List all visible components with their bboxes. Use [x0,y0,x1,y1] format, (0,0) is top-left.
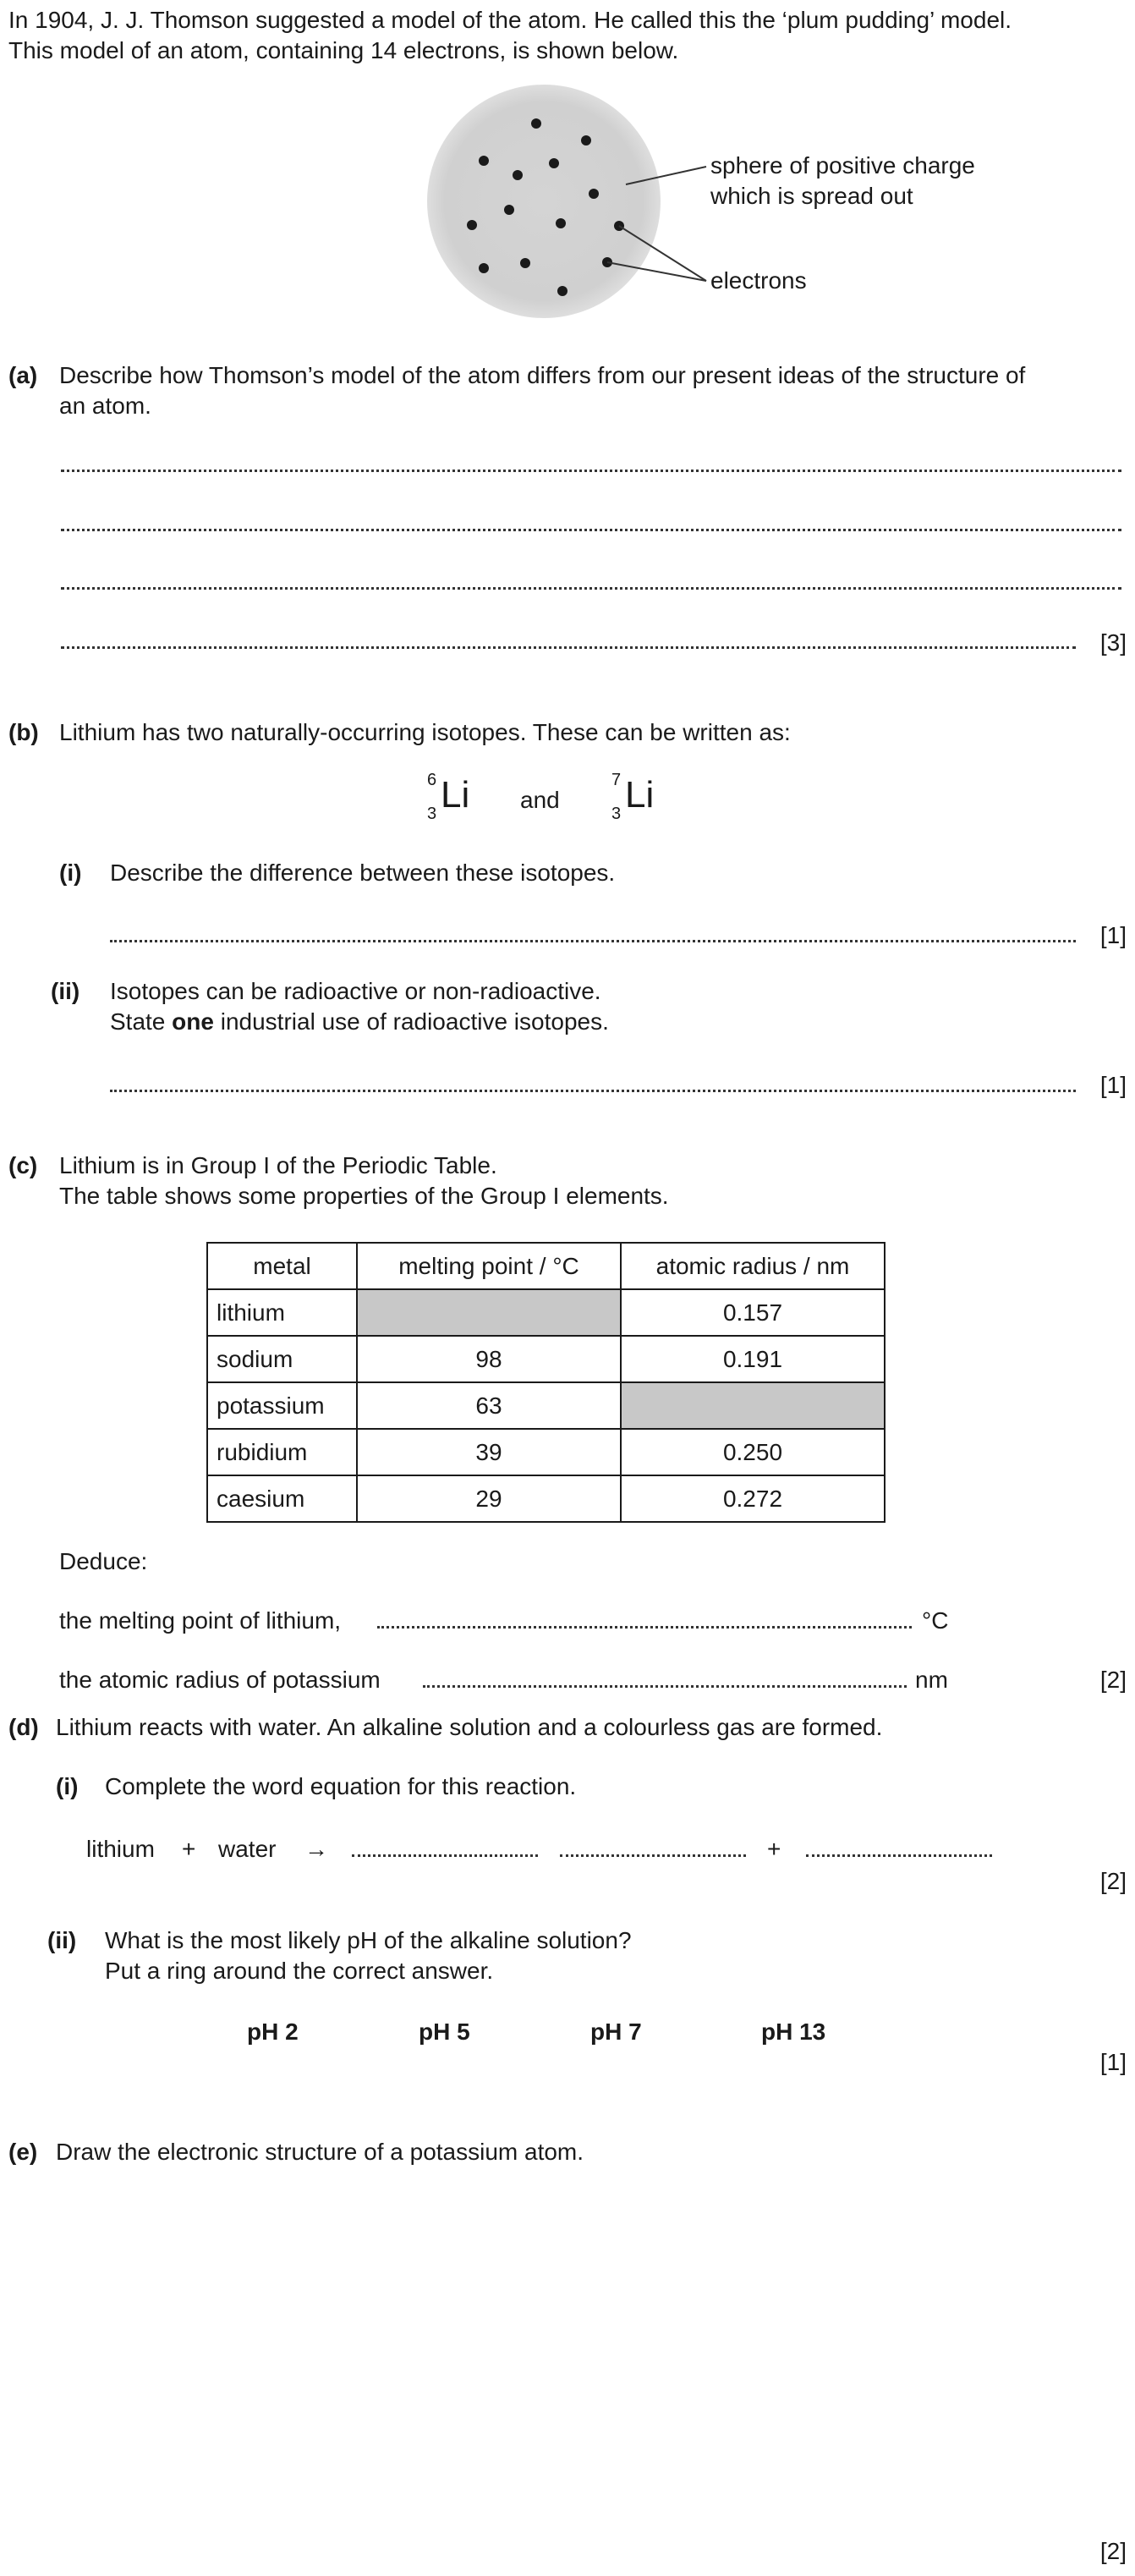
header-atomic-radius: atomic radius / nm [621,1243,885,1289]
equation-water: water [218,1836,277,1862]
electron [589,189,599,199]
question-e-text: Draw the electronic structure of a potassium atom. [56,2139,584,2165]
question-d-ii-text-2: Put a ring around the correct answer. [105,1958,494,1984]
question-a-label: (a) [8,362,38,388]
marks-e: [2] [1099,2538,1127,2564]
answer-line-product-1-cont[interactable] [560,1854,746,1857]
marks-b-ii: [1] [1099,1072,1127,1098]
cell-metal: caesium [207,1475,357,1522]
electron [557,286,568,296]
electron [479,263,489,273]
cell-metal: lithium [207,1289,357,1336]
header-melting-point: melting point / °C [357,1243,621,1289]
cell-atomic-radius: 0.157 [621,1289,885,1336]
electron [531,118,541,129]
cell-metal: rubidium [207,1429,357,1475]
question-a-text-2: an atom. [59,393,151,419]
option-ph-7[interactable]: pH 7 [590,2019,642,2045]
question-d-i-text: Complete the word equation for this reaction. [105,1773,577,1799]
table-row [207,1475,885,1522]
equation-arrow: → [304,1836,328,1862]
electron [520,258,530,268]
label-electrons: electrons [710,267,807,294]
question-d-text: Lithium reacts with water. An alkaline solution and a colourless gas are formed. [56,1714,883,1740]
marks-c: [2] [1099,1667,1127,1693]
cell-atomic-radius: 0.272 [621,1475,885,1522]
text-emphasis: one [172,1008,214,1035]
isotope-1-atomic-number: 3 [427,805,437,823]
marks-a: [3] [1099,629,1127,656]
cell-melting-point-blank [357,1289,621,1336]
question-b-label: (b) [8,719,39,745]
isotope-li-7 [611,771,671,827]
drawing-area[interactable] [56,2183,1071,2521]
table-header-row [207,1243,885,1289]
cell-metal: potassium [207,1382,357,1429]
question-b-i-label: (i) [59,860,82,886]
cell-atomic-radius: 0.191 [621,1336,885,1382]
electron [556,218,566,228]
header-metal: metal [207,1243,357,1289]
marks-b-i: [1] [1099,922,1127,948]
cell-melting-point: 98 [357,1336,621,1382]
deduce-melting-point-text: the melting point of lithium, [59,1607,342,1634]
isotope-2-mass-number: 7 [611,771,622,789]
equation-lithium: lithium [86,1836,155,1862]
question-a-text-1: Describe how Thomson’s model of the atom differs from our present ideas of the structure of [59,362,1026,388]
question-d-label: (d) [8,1714,39,1740]
isotope-1-mass-number: 6 [427,771,437,789]
answer-line-a-2[interactable] [61,529,1121,531]
table-row [207,1336,885,1382]
isotope-li-6 [427,771,486,827]
cell-melting-point: 39 [357,1429,621,1475]
table-row [207,1289,885,1336]
cell-atomic-radius: 0.250 [621,1429,885,1475]
isotope-1-symbol: Li [441,774,470,816]
question-d-ii-label: (ii) [47,1927,77,1953]
text-segment: State [110,1008,173,1035]
intro-line-2: This model of an atom, containing 14 electrons, is shown below. [8,37,679,63]
cell-metal: sodium [207,1336,357,1382]
table-row [207,1382,885,1429]
unit-celsius: °C [922,1607,949,1634]
positive-sphere [427,85,661,318]
unit-nm: nm [915,1667,948,1693]
answer-line-a-1[interactable] [61,470,1121,472]
question-b-ii-text-1: Isotopes can be radioactive or non-radioactive. [110,978,601,1004]
deduce-label: Deduce: [59,1548,148,1574]
electron [479,156,489,166]
isotope-2-symbol: Li [625,774,655,816]
text-segment: industrial use of radioactive isotopes. [213,1008,609,1035]
question-c-text-1: Lithium is in Group I of the Periodic Table. [59,1152,497,1178]
electron [467,220,477,230]
electron [504,205,514,215]
table-row [207,1429,885,1475]
answer-line-product-1[interactable] [352,1854,538,1857]
question-b-i-text: Describe the difference between these isotopes. [110,860,616,886]
electron [513,170,523,180]
answer-line-a-3[interactable] [61,587,1121,590]
equation-plus-1: + [182,1836,196,1862]
electron [581,135,591,146]
electron [549,158,559,168]
deduce-atomic-radius-text: the atomic radius of potassium [59,1667,381,1693]
answer-line-melting-point[interactable] [377,1626,912,1629]
cell-melting-point: 29 [357,1475,621,1522]
question-c-text-2: The table shows some properties of the Group I elements. [59,1183,669,1209]
isotope-2-atomic-number: 3 [611,805,622,823]
answer-line-a-4[interactable] [61,646,1076,649]
marks-d-ii: [1] [1099,2049,1127,2075]
option-ph-2[interactable]: pH 2 [247,2019,299,2045]
question-b-ii-text-2 [110,1007,609,1037]
question-e-label: (e) [8,2139,38,2165]
label-sphere-line-1: sphere of positive charge [710,152,975,179]
answer-line-b-ii[interactable] [110,1090,1076,1092]
question-c-label: (c) [8,1152,38,1178]
answer-line-b-i[interactable] [110,940,1076,942]
option-ph-5[interactable]: pH 5 [419,2019,470,2045]
question-b-ii-label: (ii) [51,978,80,1004]
equation-plus-2: + [767,1836,781,1862]
isotope-and: and [520,787,560,813]
marks-d-i: [2] [1099,1868,1127,1894]
cell-atomic-radius-blank [621,1382,885,1429]
question-b-text: Lithium has two naturally-occurring isotopes. These can be written as: [59,719,791,745]
label-sphere-line-2: which is spread out [710,183,913,209]
group-1-properties-table [206,1242,886,1523]
question-d-i-label: (i) [56,1773,79,1799]
answer-line-atomic-radius[interactable] [423,1685,907,1688]
question-d-ii-text-1: What is the most likely pH of the alkaline solution? [105,1927,632,1953]
intro-line-1: In 1904, J. J. Thomson suggested a model of the atom. He called this the ‘plum pudding’ model. [8,7,1012,33]
answer-line-product-2[interactable] [806,1854,992,1857]
option-ph-13[interactable]: pH 13 [761,2019,826,2045]
cell-melting-point: 63 [357,1382,621,1429]
